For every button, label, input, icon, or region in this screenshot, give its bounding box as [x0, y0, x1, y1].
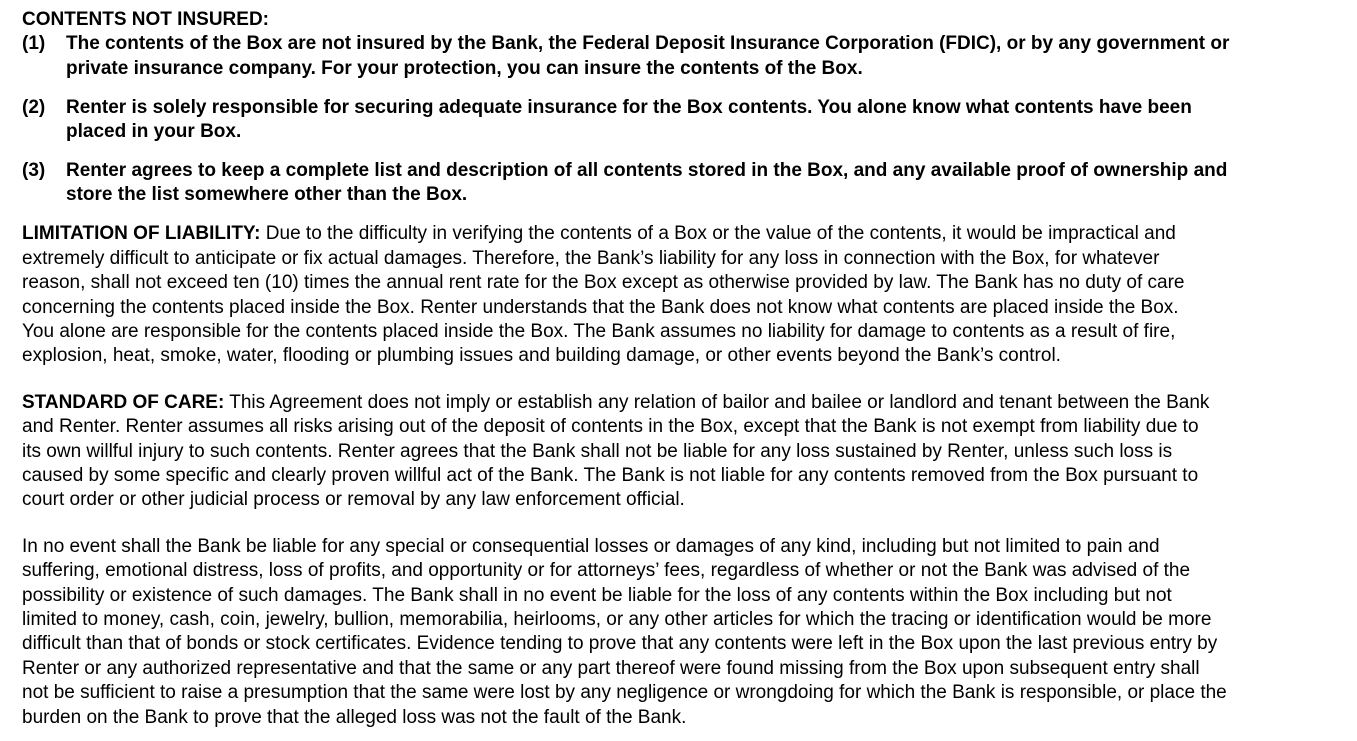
paragraph-line: caused by some specific and clearly proven willful act of the Bank. The Bank is not liable for any contents removed from the Box pursuant to — [22, 465, 1199, 486]
item-text-line: placed in your Box. — [66, 121, 242, 143]
item-text-line: Renter agrees to keep a complete list and description of all contents stored in the Box, and any available proof of ownership and — [66, 160, 1228, 182]
paragraph-line: This Agreement does not imply or establish any relation of bailor and bailee or landlord and tenant between the Bank — [224, 391, 1210, 413]
standard-of-care-paragraph — [22, 391, 1347, 513]
limitation-label: LIMITATION OF LIABILITY: — [22, 223, 261, 245]
paragraph-line: concerning the contents placed inside the Box. Renter understands that the Bank does not know what contents are placed inside the Box. — [22, 296, 1179, 318]
paragraph-line: court order or other judicial process or removal by any law enforcement official. — [22, 489, 685, 511]
list-item — [22, 159, 1347, 208]
paragraph-line: possibility or existence of such damages. The Bank shall in no event be liable for the loss of any contents within the Box including but not — [22, 584, 1172, 606]
paragraph-line: reason, shall not exceed ten (10) times the annual rent rate for the Box except as otherwise provided by law. The Bank has no duty of care — [22, 272, 1185, 294]
document-page — [22, 8, 1347, 730]
item-text-line: store the list somewhere other than the Box. — [66, 184, 468, 206]
list-item — [22, 32, 1347, 81]
contents-not-insured-heading: CONTENTS NOT INSURED: — [22, 9, 269, 30]
insurance-list — [22, 32, 1347, 207]
list-item — [22, 96, 1347, 145]
paragraph-line: In no event shall the Bank be liable for any special or consequential losses or damages of any kind, including but not limited to pain and — [22, 535, 1160, 557]
paragraph-line: You alone are responsible for the contents placed inside the Box. The Bank assumes no liability for damage to contents as a result of fire, — [22, 320, 1176, 342]
no-event-liability-paragraph — [22, 535, 1347, 730]
item-text-line: The contents of the Box are not insured by the Bank, the Federal Deposit Insurance Corporation (FDIC), or by any government or — [66, 33, 1230, 55]
paragraph-line: Renter or any authorized representative and that the same or any part thereof were found missing from the Box upon subsequent entry shall — [22, 657, 1200, 679]
paragraph-line: burden on the Bank to prove that the alleged loss was not the fault of the Bank. — [22, 706, 687, 728]
paragraph-line: explosion, heat, smoke, water, flooding or plumbing issues and building damage, or other events beyond the Bank’s control. — [22, 345, 1061, 367]
item-number: (2) — [22, 96, 46, 118]
standard-label: STANDARD OF CARE: — [22, 391, 225, 413]
paragraph-line: suffering, emotional distress, loss of profits, and opportunity or for attorneys’ fees, regardless of whether or not the Bank was advised of the — [22, 560, 1191, 582]
paragraph-line: difficult than that of bonds or stock certificates. Evidence tending to prove that any contents were left in the Box upon the last previous entry by — [22, 633, 1218, 655]
item-text-line: private insurance company. For your protection, you can insure the contents of the Box. — [66, 57, 863, 79]
paragraph-line: limited to money, cash, coin, jewelry, bullion, memorabilia, heirlooms, or any other articles for which the tracing or identification would be more — [22, 609, 1212, 631]
item-number: (3) — [22, 160, 46, 182]
paragraph-line: its own willful injury to such contents. Renter agrees that the Bank shall not be liable for any loss sustained by Renter, unless such loss is — [22, 440, 1173, 462]
paragraph-line: extremely difficult to anticipate or fix actual damages. Therefore, the Bank’s liability for any loss in connection with the Box, for whatever — [22, 247, 1160, 269]
paragraph-line: and Renter. Renter assumes all risks arising out of the deposit of contents in the Box, except that the Bank is not exempt from liability due to — [22, 416, 1199, 438]
item-number: (1) — [22, 33, 46, 55]
item-text-line: Renter is solely responsible for securing adequate insurance for the Box contents. You alone know what contents have been — [66, 96, 1192, 118]
paragraph-line: Due to the difficulty in verifying the contents of a Box or the value of the contents, it would be impractical and — [260, 223, 1176, 245]
limitation-of-liability-paragraph — [22, 222, 1347, 368]
paragraph-line: not be sufficient to raise a presumption that the same were lost by any negligence or wrongdoing for which the Bank is responsible, or place the — [22, 682, 1227, 704]
